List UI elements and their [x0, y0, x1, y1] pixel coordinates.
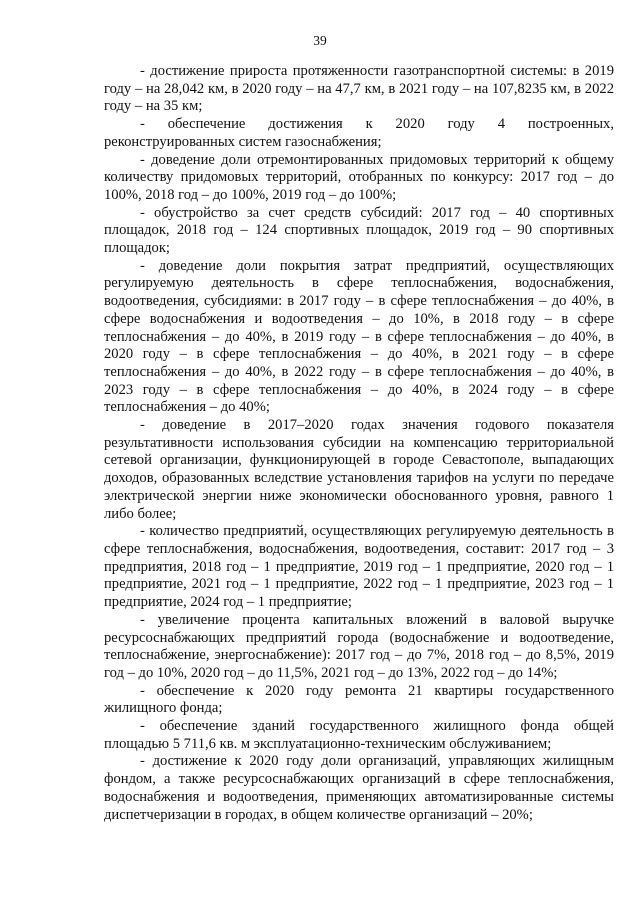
paragraph-apartment-repair: - обеспечение к 2020 году ремонта 21 квартиры государственного жилищного фонда;: [104, 682, 614, 717]
document-body: [104, 63, 614, 824]
paragraph-gas-supply-systems: - обеспечение достижения к 2020 году 4 построенных, реконструированных систем газоснабжения;: [104, 116, 614, 150]
paragraph-regulated-enterprises-count: - количество предприятий, осуществляющих регулируемую деятельность в сфере теплоснабжения, водоснабжения, водоотведения, составит: 2017 год – 3 предприятия, 2018 год – 1 предприятие, 2019 год – 1 предприятие, 2020 год – 1 предприятие, 2021 год – 1 предприятие, 2022 год – 1 предприятие, 2023 год – 1 предприятие, 2024 год – 1 предприятие;: [104, 523, 614, 611]
paragraph-housing-maintenance: - обеспечение зданий государственного жилищного фонда общей площадью 5 711,6 кв. м эксплуатационно-техническим обслуживанием;: [104, 718, 614, 752]
page-number: 39: [313, 33, 327, 48]
paragraph-yard-territories: - доведение доли отремонтированных придомовых территорий к общему количеству придомовых территорий, отобранных по конкурсу: 2017 год – до 100%, 2018 год – до 100%, 2019 год – до 100%;: [104, 151, 614, 203]
paragraph-cost-coverage-subsidies: - доведение доли покрытия затрат предприятий, осуществляющих регулируемую деятельность в сфере теплоснабжения, водоснабжения, водоотведения, субсидиями: в 2017 году – в сфере теплоснабжения – до 40%, в сфере водоснабжения и водоотведения – до 10%, в 2018 году – в сфере теплоснабжения – до 40%, в 2019 году – в сфере теплоснабжения – до 40%, в 2020 году – в сфере теплоснабжения – до 40%, в 2021 году – в сфере теплоснабжения – до 40%, в 2022 году – в сфере теплоснабжения – до 40%, в 2023 году – в сфере теплоснабжения – до 40%, в 2024 году – в сфере теплоснабжения – до 40%;: [104, 257, 614, 416]
paragraph-gas-transport-length: - достижение прироста протяженности газотранспортной системы: в 2019 году – на 28,042 км, в 2020 году – на 47,7 км, в 2021 году – на 107,8235 км, в 2022 году – на 35 км;: [104, 63, 614, 115]
paragraph-sports-grounds: - обустройство за счет средств субсидий: 2017 год – 40 спортивных площадок, 2018 год – 124 спортивных площадок, 2019 год – 90 спортивных площадок;: [104, 204, 614, 257]
paragraph-dispatch-automation: - достижение к 2020 году доли организаций, управляющих жилищным фондом, а также ресурсоснабжающих организаций в сфере теплоснабжения, водоснабжения и водоотведения, применяющих автоматизированные системы диспетчеризации в городах, в общем количестве организаций – 20%;: [104, 753, 614, 823]
paragraph-capital-investment: - увеличение процента капитальных вложений в валовой выручке ресурсоснабжающих предприятий города (водоснабжение и водоотведение, теплоснабжение, энергоснабжение): 2017 год – до 7%, 2018 год – до 8,5%, 2019 год – до 10%, 2020 год – до 11,5%, 2021 год – до 13%, 2022 год – до 14%;: [104, 611, 614, 681]
paragraph-grid-organization-subsidy: - доведение в 2017–2020 годах значения годового показателя результативности использования субсидии на компенсацию территориальной сетевой организации, функционирующей в городе Севастополе, выпадающих доходов, образованных вследствие установления тарифов на услуги по передаче электрической энергии ниже экономически обоснованного уровня, равного 1 либо более;: [104, 417, 614, 522]
